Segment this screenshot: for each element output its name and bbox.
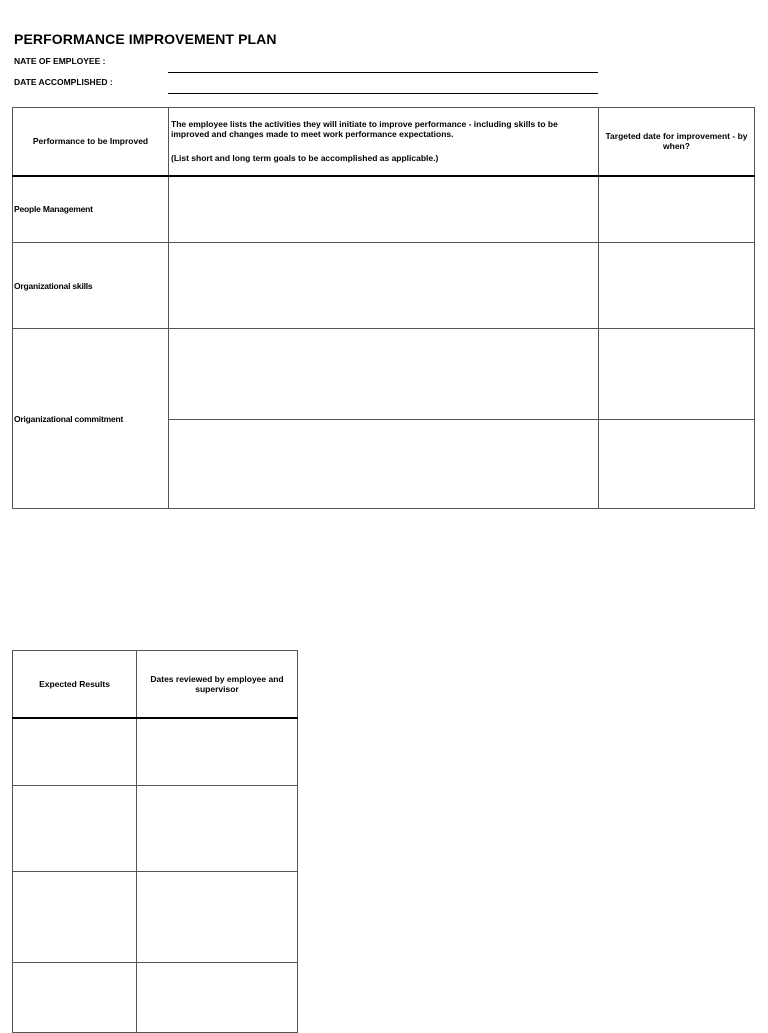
activities-cell[interactable]: [169, 420, 599, 509]
expected-results-table: [12, 650, 298, 1033]
activities-note: (List short and long term goals to be accomplished as applicable.): [171, 153, 439, 164]
activities-cell[interactable]: [169, 176, 599, 243]
expected-results-cell[interactable]: [13, 786, 137, 872]
table-row: [13, 963, 298, 1033]
row-label-organizational-skills: Organizational skills: [13, 243, 169, 329]
performance-header: Performance to be Improved: [13, 108, 169, 176]
dates-reviewed-cell[interactable]: [137, 786, 298, 872]
expected-results-cell[interactable]: [13, 963, 137, 1033]
expected-results-cell[interactable]: [13, 872, 137, 963]
date-accomplished-label: DATE ACCOMPLISHED :: [14, 77, 113, 87]
expected-results-header: Expected Results: [13, 651, 137, 718]
table-header-row: [13, 651, 298, 718]
target-date-cell[interactable]: [599, 420, 755, 509]
target-date-cell[interactable]: [599, 243, 755, 329]
activities-cell[interactable]: [169, 329, 599, 420]
dates-reviewed-cell[interactable]: [137, 963, 298, 1033]
expected-results-cell[interactable]: [13, 718, 137, 786]
activities-header: [169, 108, 599, 176]
table-row: [13, 329, 755, 420]
employee-name-label: NATE OF EMPLOYEE :: [14, 56, 106, 66]
target-date-cell[interactable]: [599, 176, 755, 243]
table-header-row: [13, 108, 755, 176]
dates-reviewed-cell[interactable]: [137, 872, 298, 963]
page-title: PERFORMANCE IMPROVEMENT PLAN: [14, 31, 277, 47]
activities-description: The employee lists the activities they will initiate to improve performance - including skills to be improved and changes made to meet work performance expectations.: [171, 119, 558, 140]
date-accomplished-field[interactable]: [168, 93, 598, 94]
table-row: [13, 243, 755, 329]
row-label-people-management: People Management: [13, 176, 169, 243]
dates-reviewed-header: Dates reviewed by employee and supervisor: [137, 651, 298, 718]
table-row: [13, 786, 298, 872]
dates-reviewed-cell[interactable]: [137, 718, 298, 786]
table-row: [13, 176, 755, 243]
table-row: [13, 872, 298, 963]
row-label-organizational-commitment: Origanizational commitment: [13, 329, 169, 509]
activities-cell[interactable]: [169, 243, 599, 329]
improvement-plan-table: [12, 107, 755, 509]
target-date-header: Targeted date for improvement - by when?: [599, 108, 755, 176]
employee-name-field[interactable]: [168, 72, 598, 73]
table-row: [13, 718, 298, 786]
target-date-cell[interactable]: [599, 329, 755, 420]
